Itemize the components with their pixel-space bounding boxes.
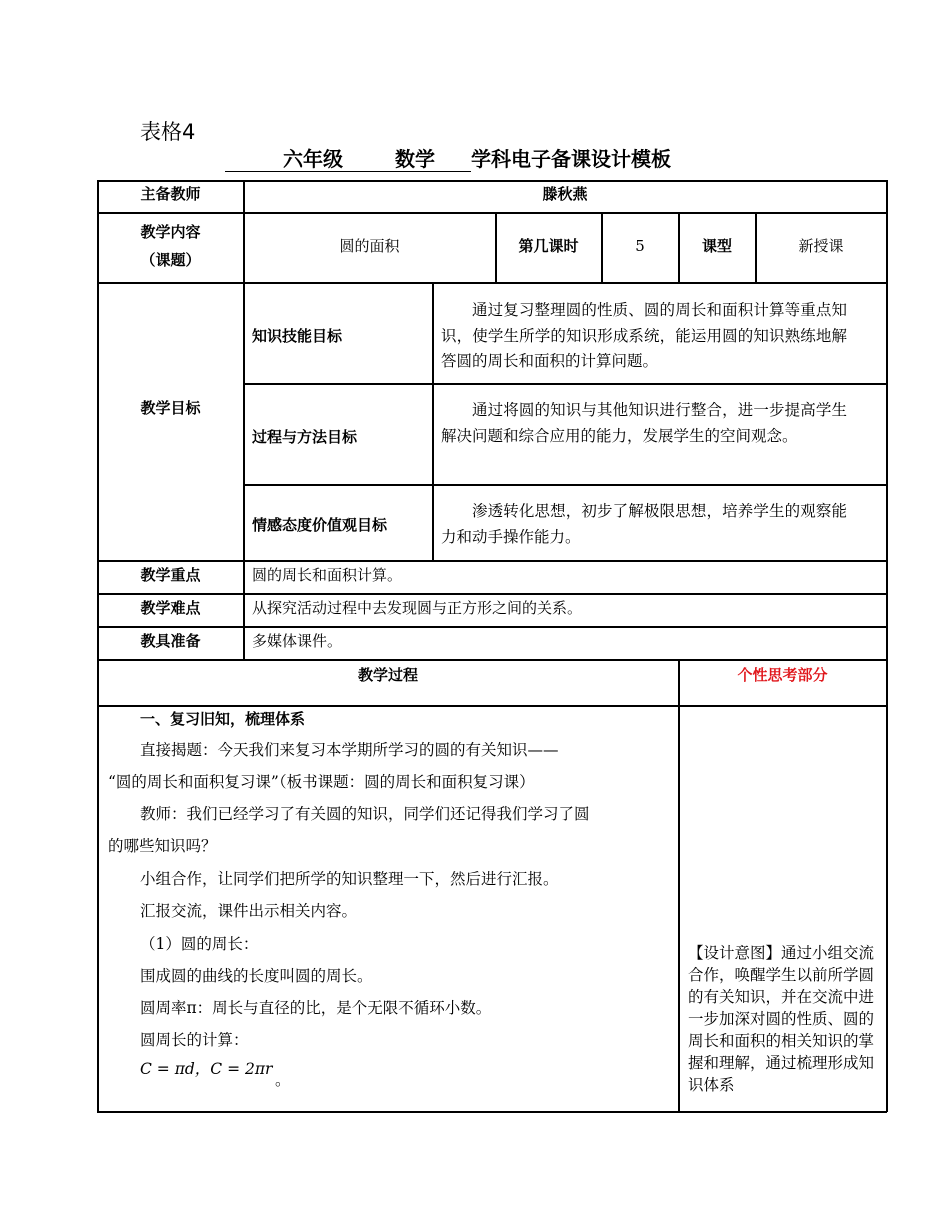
goals-label: 教学目标 (140, 399, 201, 417)
lesson-type: 新授课 (798, 237, 844, 255)
goal-text-process: 通过将圆的知识与其他知识进行整合，进一步提高学生解决问题和综合应用的能力，发展学生的空间观念。 (441, 401, 847, 445)
tools-text: 多媒体课件。 (252, 632, 343, 650)
title-subject: 数学 (395, 147, 435, 171)
side-notes-header: 个性思考部分 (737, 666, 828, 684)
document-title (225, 143, 671, 172)
key-point-text: 圆的周长和面积计算。 (252, 566, 403, 584)
teacher-label: 主备教师 (140, 185, 201, 203)
lesson-number-label: 第几课时 (518, 237, 579, 255)
process-line: 围成圆的曲线的长度叫圆的周长。 (140, 967, 373, 985)
formula-period: 。 (275, 1071, 291, 1089)
process-line: 小组合作，让同学们把所学的知识整理一下，然后进行汇报。 (140, 870, 559, 888)
process-line: 圆周长的计算： (140, 1031, 249, 1049)
lesson-number: 5 (635, 237, 645, 255)
goal-name-knowledge: 知识技能目标 (252, 327, 343, 345)
section-title: 一、复习旧知，梳理体系 (140, 710, 306, 728)
title-grade: 六年级 (283, 147, 343, 171)
process-line: 圆周率π：周长与直径的比，是个无限不循环小数。 (140, 999, 492, 1017)
tools-label: 教具准备 (140, 632, 201, 650)
goal-text-knowledge: 通过复习整理圆的性质、圆的周长和面积计算等重点知识，使学生所学的知识形成系统，能运用圆的知识熟练地解答圆的周长和面积的计算问题。 (441, 301, 847, 370)
key-point-label: 教学重点 (140, 566, 201, 584)
table-tag: 表格4 (140, 120, 196, 144)
formula-line: C = πd，C = 2πr (140, 1060, 273, 1078)
difficulty-label: 教学难点 (140, 599, 201, 617)
lesson-topic: 圆的面积 (339, 237, 400, 255)
process-header: 教学过程 (357, 666, 418, 684)
process-line: 直接揭题：今天我们来复习本学期所学习的圆的有关知识—— (140, 741, 559, 759)
design-note: 【设计意图】通过小组交流合作，唤醒学生以前所学圆的有关知识，并在交流中进一步加深对圆的性质、圆的周长和面积的相关知识的掌握和理解，通过梳理形成知识体系 (688, 944, 875, 1094)
difficulty-text: 从探究活动过程中去发现圆与正方形之间的关系。 (252, 599, 583, 617)
teacher-name: 滕秋燕 (542, 185, 588, 203)
goal-name-attitude: 情感态度价值观目标 (252, 516, 388, 534)
content-label: 教学内容 （课题） (140, 223, 201, 269)
process-line: 汇报交流，课件出示相关内容。 (140, 902, 358, 920)
process-line: “圆的周长和面积复习课”（板书课题：圆的周长和面积复习课） (108, 773, 535, 791)
lesson-type-label: 课型 (701, 237, 732, 255)
process-line: 教师：我们已经学习了有关圆的知识，同学们还记得我们学习了圆 (140, 805, 590, 823)
goal-text-attitude: 渗透转化思想，初步了解极限思想，培养学生的观察能力和动手操作能力。 (441, 502, 847, 546)
goal-name-process: 过程与方法目标 (252, 428, 358, 446)
process-line: 的哪些知识吗？ (108, 837, 217, 855)
title-rest: 学科电子备课设计模板 (471, 147, 671, 171)
process-line: （1）圆的周长： (140, 935, 259, 953)
